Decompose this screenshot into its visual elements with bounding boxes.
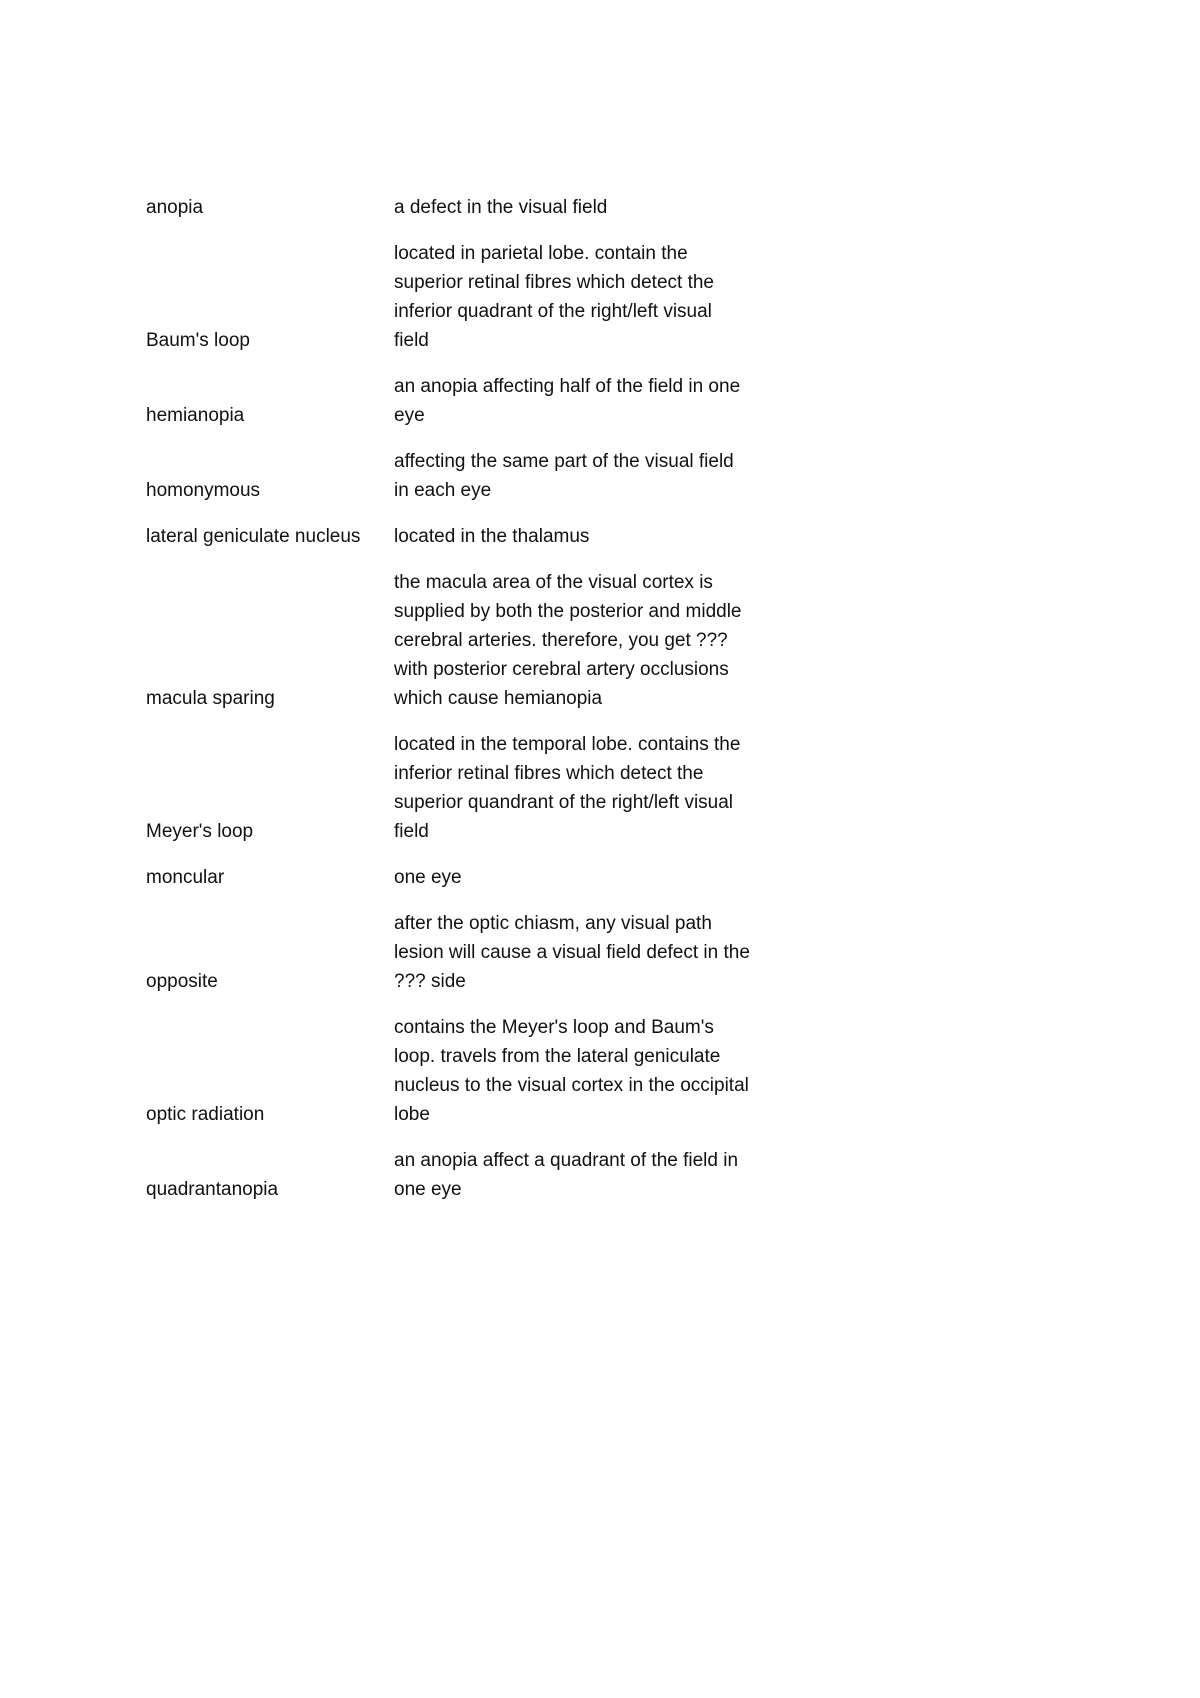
definition: [394, 372, 784, 430]
term: lateral geniculate nucleus: [146, 526, 361, 547]
glossary-row-baums-loop: [146, 239, 786, 355]
glossary-row-homonymous: [146, 447, 786, 505]
definition-line: superior retinal fibres which detect the: [394, 272, 714, 293]
definition-line: with posterior cerebral artery occlusions: [394, 659, 729, 680]
definition-line: after the optic chiasm, any visual path: [394, 913, 712, 934]
definition: [394, 239, 784, 355]
definition-line: an anopia affecting half of the field in one: [394, 376, 741, 397]
definition-line: inferior quadrant of the right/left visual: [394, 301, 712, 322]
definition-line: inferior retinal fibres which detect the: [394, 763, 704, 784]
glossary-row-quadrantanopia: [146, 1146, 786, 1204]
glossary-row-lateral-geniculate-nucleus: [146, 522, 786, 551]
definition-line: a defect in the visual field: [394, 197, 608, 218]
glossary-row-macula-sparing: [146, 568, 786, 713]
definition: [394, 909, 784, 996]
definition-line: lobe: [394, 1104, 430, 1125]
definition-line: field: [394, 821, 429, 842]
glossary-row-hemianopia: [146, 372, 786, 430]
definition: [394, 193, 784, 222]
definition: [394, 1146, 784, 1204]
definition-line: located in parietal lobe. contain the: [394, 243, 688, 264]
definition-line: located in the temporal lobe. contains the: [394, 734, 741, 755]
term: optic radiation: [146, 1104, 265, 1125]
definition: [394, 568, 784, 713]
definition-line: the macula area of the visual cortex is: [394, 572, 713, 593]
term: Meyer's loop: [146, 821, 254, 842]
definition: [394, 522, 784, 551]
term: macula sparing: [146, 688, 275, 709]
definition-line: in each eye: [394, 480, 492, 501]
definition-line: superior quandrant of the right/left visual: [394, 792, 734, 813]
term: Baum's loop: [146, 330, 250, 351]
definition: [394, 730, 784, 846]
definition-line: ??? side: [394, 971, 466, 992]
definition-line: supplied by both the posterior and middle: [394, 601, 742, 622]
definition: [394, 1013, 784, 1129]
definition-line: contains the Meyer's loop and Baum's: [394, 1017, 714, 1038]
definition-line: one eye: [394, 867, 462, 888]
glossary-table: [146, 193, 786, 1221]
glossary-row-anopia: [146, 193, 786, 222]
glossary-row-meyers-loop: [146, 730, 786, 846]
definition-line: which cause hemianopia: [394, 688, 603, 709]
glossary-row-moncular: [146, 863, 786, 892]
glossary-row-optic-radiation: [146, 1013, 786, 1129]
term: quadrantanopia: [146, 1179, 279, 1200]
definition: [394, 863, 784, 892]
definition-line: loop. travels from the lateral geniculate: [394, 1046, 721, 1067]
definition-line: an anopia affect a quadrant of the field in: [394, 1150, 739, 1171]
definition: [394, 447, 784, 505]
definition-line: affecting the same part of the visual field: [394, 451, 734, 472]
definition-line: field: [394, 330, 429, 351]
definition-line: nucleus to the visual cortex in the occipital: [394, 1075, 749, 1096]
definition-line: lesion will cause a visual field defect in the: [394, 942, 750, 963]
glossary-row-opposite: [146, 909, 786, 996]
term: anopia: [146, 197, 204, 218]
definition-line: located in the thalamus: [394, 526, 590, 547]
definition-line: one eye: [394, 1179, 462, 1200]
term: homonymous: [146, 480, 261, 501]
term: hemianopia: [146, 405, 245, 426]
definition-line: cerebral arteries. therefore, you get ???: [394, 630, 728, 651]
definition-line: eye: [394, 405, 425, 426]
term: moncular: [146, 867, 225, 888]
term: opposite: [146, 971, 218, 992]
